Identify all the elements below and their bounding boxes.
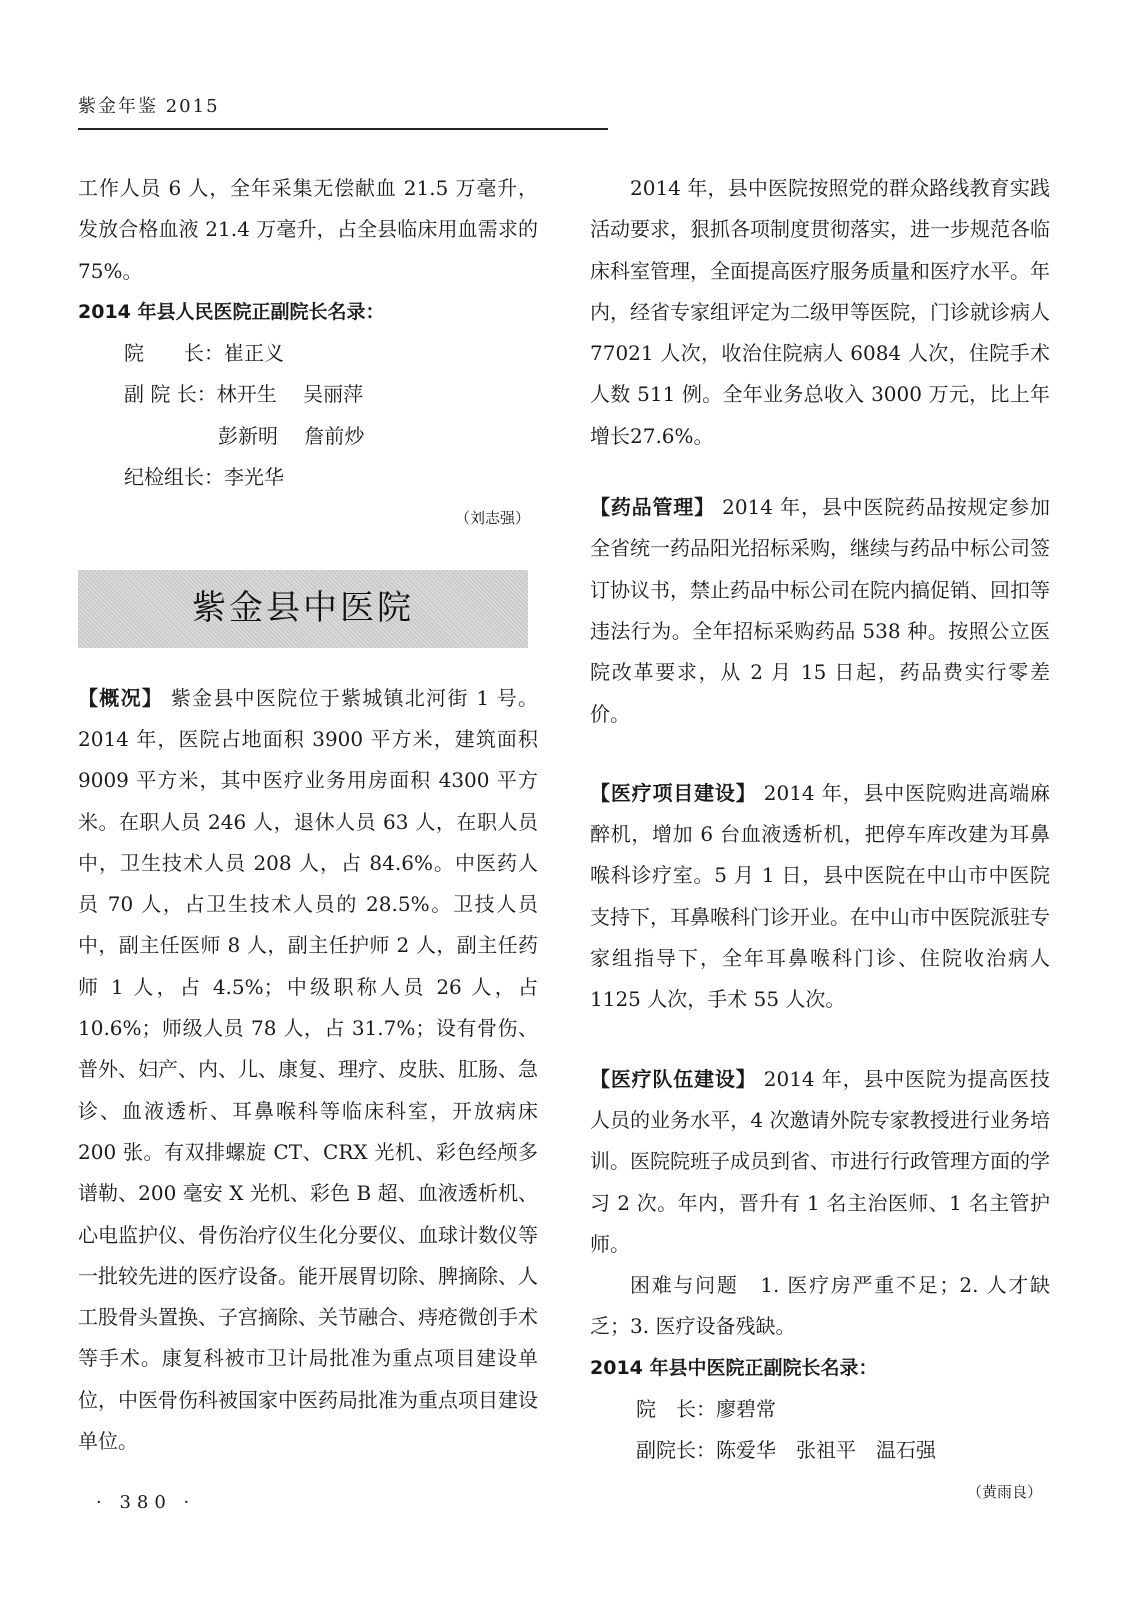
hospital-summary-paragraph: 2014 年，县中医院按照党的群众路线教育实践活动要求，狠抓各项制度贯彻落实，进一步规范各临床科室管理，全面提高医疗服务质量和医疗水平。年内，经省专家组评定为二级甲等医院，门诊就诊病人 77021 人次，收治住院病人 6084 人次，住院手术人数 511 例。全年业务总收入 3000 万元，比上年增长27.6%。: [590, 176, 1050, 448]
team-tag: 【医疗队伍建设】: [590, 1066, 757, 1091]
intro-paragraph: 工作人员 6 人，全年采集无偿献血 21.5 万毫升，发放合格血液 21.4 万毫升，占全县临床用血需求的 75%。: [78, 176, 538, 283]
author-credit-right: （黄雨良）: [966, 1482, 1042, 1501]
right-column: [590, 168, 1050, 1513]
team-paragraph: [590, 1059, 1050, 1265]
roster-president: 院 长：崔正义: [124, 341, 284, 366]
left-column: [78, 168, 538, 1462]
overview-paragraph: [78, 678, 538, 1463]
section-banner: [78, 570, 528, 648]
spacer: [590, 735, 1050, 773]
yearbook-title: 紫金年鉴 2015: [78, 96, 220, 117]
problems-paragraph: 困难与问题 1. 医疗房严重不足；2. 人才缺乏；3. 医疗设备残缺。: [590, 1273, 1050, 1339]
page-number: · 380 ·: [96, 1492, 196, 1513]
team-text: 2014 年，县中医院为提高医技人员的业务水平，4 次邀请外院专家教授进行业务培训。医院院班子成员到省、市进行行政管理方面的学习 2 次。年内，晋升有 1 名主治医师、1 名主管护师。: [590, 1066, 1051, 1256]
drug-tag: 【药品管理】: [590, 495, 715, 520]
drug-text: 2014 年，县中医院药品按规定参加全省统一药品阳光招标采购，继续与药品中标公司签订协议书，禁止药品中标公司在院内搞促销、回扣等违法行为。全年招标采购药品 538 种。按照公立医院改革要求，从 2 月 15 日起，药品费实行零差价。: [590, 495, 1050, 726]
project-tag: 【医疗项目建设】: [590, 780, 757, 805]
author-credit: （刘志强）: [454, 509, 530, 528]
drug-paragraph: [590, 487, 1050, 735]
overview-text: 紫金县中医院位于紫城镇北河街 1 号。2014 年，医院占地面积 3900 平方米，建筑面积 9009 平方米，其中医疗业务用房面积 4300 平方米。在职人员 246 人，退休人员 63 人，在职人员中，卫生技术人员 208 人，占 84.6%。中医药人员 70 人，占卫生技术人员的 28.5%。卫技人员中，副主任医师 8 人，副主任护师 2 人，副主任药师 1 人，占 4.5%；中级职称人员 26 人，占 10.6%；师级人员 78 人，占 31.7%；设有骨伤、普外、妇产、内、儿、康复、理疗、皮肤、肛肠、急诊、血液透析、耳鼻喉科等临床科室，开放病床 200 张。有双排螺旋 CT、CRX 光机、彩色经颅多谱勒、200 毫安 X 光机、彩色 B 超、血液透析机、心电监护仪、骨伤治疗仪生化分要仪、血球计数仪等一批较先进的医疗设备。能开展胃切除、脾摘除、人工股骨头置换、子宫摘除、关节融合、痔疮微创手术等手术。康复科被市卫计局批准为重点项目建设单位，中医骨伤科被国家中医药局批准为重点项目建设单位。: [78, 685, 539, 1454]
project-text: 2014 年，县中医院购进高端麻醉机，增加 6 台血液透析机，把停车库改建为耳鼻喉科诊疗室。5 月 1 日，县中医院在中山市中医院支持下，耳鼻喉科门诊开业。在中山市中医院派驻专家组指导下，全年耳鼻喉科门诊、住院收治病人 1125 人次，手术 55 人次。: [590, 780, 1051, 1012]
roster-discipline: 纪检组长：李光华: [124, 465, 284, 490]
roster-heading-right: 2014 年县中医院正副院长名录：: [590, 1356, 878, 1379]
spacer: [590, 457, 1050, 487]
section-title: 紫金县中医院: [192, 588, 414, 629]
roster-president-right: 院 长：廖碧常: [636, 1397, 776, 1422]
running-header: [78, 92, 608, 130]
roster-vice-1: 副 院 长：林开生 吴丽萍: [124, 382, 364, 407]
spacer: [590, 1021, 1050, 1059]
roster-vice-right: 副院长：陈爱华 张祖平 温石强: [636, 1438, 936, 1463]
project-paragraph: [590, 773, 1050, 1021]
roster-heading: 2014 年县人民医院正副院长名录：: [78, 300, 385, 323]
roster-vice-2: 彭新明 詹前炒: [218, 423, 365, 448]
overview-tag: 【概况】: [78, 685, 164, 710]
